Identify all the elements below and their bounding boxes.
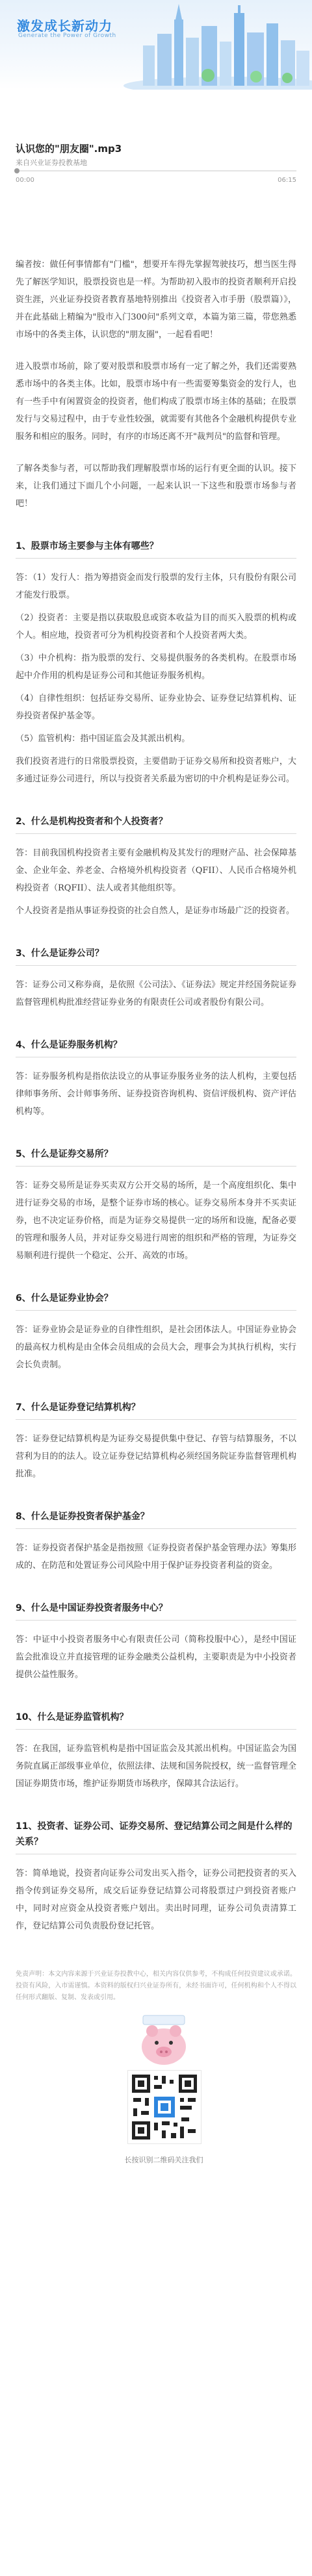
qa-section-9 <box>16 1600 296 1684</box>
qa-section-4 <box>16 1037 296 1120</box>
divider <box>16 558 296 559</box>
question-heading: 1、股票市场主要参与主体有哪些？ <box>16 541 159 551</box>
answer-paragraph: 个人投资者是指从事证券投资的社会自然人，是证券市场最广泛的投资者。 <box>16 906 295 916</box>
divider <box>16 1419 296 1420</box>
brand-title: 激发成长新动力 <box>17 18 112 34</box>
piggy-mascot-icon <box>131 2013 196 2069</box>
divider <box>16 1729 296 1730</box>
audio-time-total: 06:15 <box>278 177 296 184</box>
question-heading: 9、什么是中国证券投资者服务中心？ <box>16 1603 168 1613</box>
answer-paragraph: 答：证券登记结算机构是为证券交易提供集中登记、存管与结算服务，不以营利为目的的法人。设立证券登记结算机构必须经国务院证券监督管理机构批准。 <box>16 1434 296 1479</box>
answer-paragraph: （4）自律性组织：包括证券交易所、证券业协会、证券登记结算机构、证券投资者保护基金等。 <box>16 694 296 721</box>
answer-paragraph: 答：证券公司又称券商，是依照《公司法》、《证券法》规定并经国务院证券监督管理机构批准经营证券业务的有限责任公司或者股份有限公司。 <box>16 980 296 1007</box>
divider <box>16 965 296 966</box>
answer-paragraph: 答：在我国，证券监管机构是指中国证监会及其派出机构。中国证监会为国务院直属正部级事业单位，依照法律、法规和国务院授权，统一监督管理全国证券期货市场，维护证券期货市场秩序，保障其合法运行。 <box>16 1744 296 1789</box>
answer-paragraph: 答：中证中小投资者服务中心有限责任公司（简称投服中心），是经中国证监会批准设立并直接管理的证券金融类公益机构，主要职责是为中小投资者提供公益性服务。 <box>16 1635 296 1680</box>
question-heading: 4、什么是证券服务机构？ <box>16 1040 122 1050</box>
answer-paragraph: 答：证券服务机构是指依法设立的从事证券服务业务的法人机构，主要包括律师事务所、会计师事务所、证券投资咨询机构、资信评级机构、资产评估机构等。 <box>16 1072 296 1117</box>
audio-player <box>16 90 296 205</box>
qr-section <box>16 2010 296 2199</box>
answer-paragraph: （5）监管机构：指中国证监会及其派出机构。 <box>16 734 190 744</box>
audio-progress-handle[interactable] <box>14 168 20 173</box>
qa-section-7 <box>16 1400 296 1483</box>
intro-paragraph-lead-in: 了解各类参与者，可以帮助我们理解股票市场的运行有更全面的认识。接下来，让我们通过下面几个小问题，一起来认识一下这些和股票市场参与者吧！ <box>16 464 296 509</box>
answer-paragraph: 答：证券投资者保护基金是指按照《证券投资者保护基金管理办法》筹集形成的、在防范和处置证券公司风险中用于保护证券投资者利益的资金。 <box>16 1543 296 1571</box>
qa-section-10 <box>16 1710 296 1793</box>
qr-code-icon <box>128 2071 201 2143</box>
answer-paragraph: （2）投资者：主要是指以获取股息或资本收益为目的而买入股票的机构或个人。相应地，投资者可分为机构投资者和个人投资者两大类。 <box>16 613 296 640</box>
question-heading: 8、什么是证券投资者保护基金？ <box>16 1511 150 1522</box>
audio-progress-track[interactable] <box>16 170 296 171</box>
qa-section-2 <box>16 814 296 920</box>
qa-section-11 <box>16 1819 296 1935</box>
answer-paragraph: 答：（1）发行人：指为筹措资金而发行股票的发行主体，只有股份有限公司才能发行股票。 <box>16 573 296 600</box>
intro-paragraph-market-players: 进入股票市场前，除了要对股票和股票市场有一定了解之外，我们还需要熟悉市场中的各类主体。比如，股票市场中有一些需要筹集资金的发行人，也有一些手中有闲置资金的投资者，他们构成了股票市场主体的基础；在股票发行与交易过程中，由于专业性较强，就需要有其他各个金融机构提供专业服务和相应的服务。同时，有序的市场还离不开"裁判员"的监督和管理。 <box>16 362 296 442</box>
answer-paragraph: 答：简单地说，投资者向证券公司发出买入指令，证券公司把投资者的买入指令传到证券交易所，成交后证券登记结算公司将股票过户到投资者账户中，同时对应资金从投资者账户划出。卖出时同理，证券公司负责清算工作，登记结算公司负责股份登记托管。 <box>16 1869 296 1931</box>
qa-section-5 <box>16 1146 296 1265</box>
answer-paragraph: 答：证券业协会是证券业的自律性组织，是社会团体法人。中国证券业协会的最高权力机构是由全体会员组成的会员大会，理事会为其执行机构，实行会长负责制。 <box>16 1325 296 1370</box>
answer-paragraph: 我们投资者进行的日常股票投资，主要借助于证券交易所和投资者账户，大多通过证券公司进行，所以与投资者关系最为密切的中介机构是证券公司。 <box>16 757 296 784</box>
brand-subtitle: Generate the Power of Growth <box>18 32 116 39</box>
qa-section-3 <box>16 946 296 1011</box>
question-heading: 3、什么是证券公司？ <box>16 948 104 959</box>
city-skyline-illustration <box>117 0 312 90</box>
disclaimer-text: 免责声明：本文内容来源于兴业证券投教中心，相关内容仅供参考，不构成任何投资建议或承诺。投资有风险，入市需谨慎。本资料的版权归兴业证券所有，未经书面许可，任何机构和个人不得以任何形式翻版、复制、发表或引用。 <box>16 1971 296 2001</box>
divider <box>16 1310 296 1311</box>
qa-section-8 <box>16 1509 296 1574</box>
answer-paragraph: （3）中介机构：指为股票的发行、交易提供服务的各类机构。在股票市场起中介作用的机构是证券公司和其他证券服务机构。 <box>16 653 296 681</box>
audio-title: 认识您的"朋友圈".mp3 <box>16 143 122 155</box>
divider <box>16 1620 296 1621</box>
article-body <box>16 205 296 1935</box>
divider <box>16 1528 296 1529</box>
qa-section-1 <box>16 538 296 788</box>
qr-caption: 长按识别二维码关注我们 <box>124 2156 203 2164</box>
audio-time-current: 00:00 <box>16 177 34 184</box>
question-heading: 7、什么是证券登记结算机构？ <box>16 1402 140 1413</box>
qr-code[interactable] <box>127 2070 202 2144</box>
qa-section-6 <box>16 1291 296 1374</box>
question-heading: 11、投资者、证券公司、证券交易所、登记结算公司之间是什么样的关系？ <box>16 1821 292 1847</box>
question-heading: 5、什么是证券交易所？ <box>16 1149 113 1159</box>
divider <box>16 1166 296 1167</box>
question-heading: 6、什么是证券业协会？ <box>16 1293 113 1304</box>
question-heading: 2、什么是机构投资者和个人投资者？ <box>16 816 168 827</box>
audio-source: 来自兴业证券投教基地 <box>16 158 87 167</box>
answer-paragraph: 答：目前我国机构投资者主要有金融机构及其发行的理财产品、社会保障基金、企业年金、养老金、合格境外机构投资者（QFII）、人民币合格境外机构投资者（RQFII）、法人或者其他组织等。 <box>16 848 296 893</box>
question-heading: 10、什么是证券监管机构？ <box>16 1712 129 1723</box>
header-banner <box>0 0 312 90</box>
divider <box>16 833 296 834</box>
intro-paragraph-editor-note: 编者按：做任何事情都有"门槛"，想要开车得先掌握驾驶技巧，想当医生得先了解医学知识，股票投资也是一样。为帮助初入股市的投资者顺利开启投资生涯，兴业证券投资者教育基地特别推出《投资者入市手册（股票篇）》，并在此基础上精编为"股市入门300问"系列文章，本篇为第三篇，带您熟悉市场中的各类主体，认识您的"朋友圈"，一起看看吧！ <box>16 260 296 340</box>
answer-paragraph: 答：证券交易所是证券买卖双方公开交易的场所，是一个高度组织化、集中进行证券交易的市场，是整个证券市场的核心。证券交易所本身并不买卖证券，也不决定证券价格，而是为证券交易提供一定的场所和设施，配备必要的管理和服务人员，并对证券交易进行周密的组织和严格的管理，为证券交易顺利进行提供一个稳定、公开、高效的市场。 <box>16 1181 296 1261</box>
